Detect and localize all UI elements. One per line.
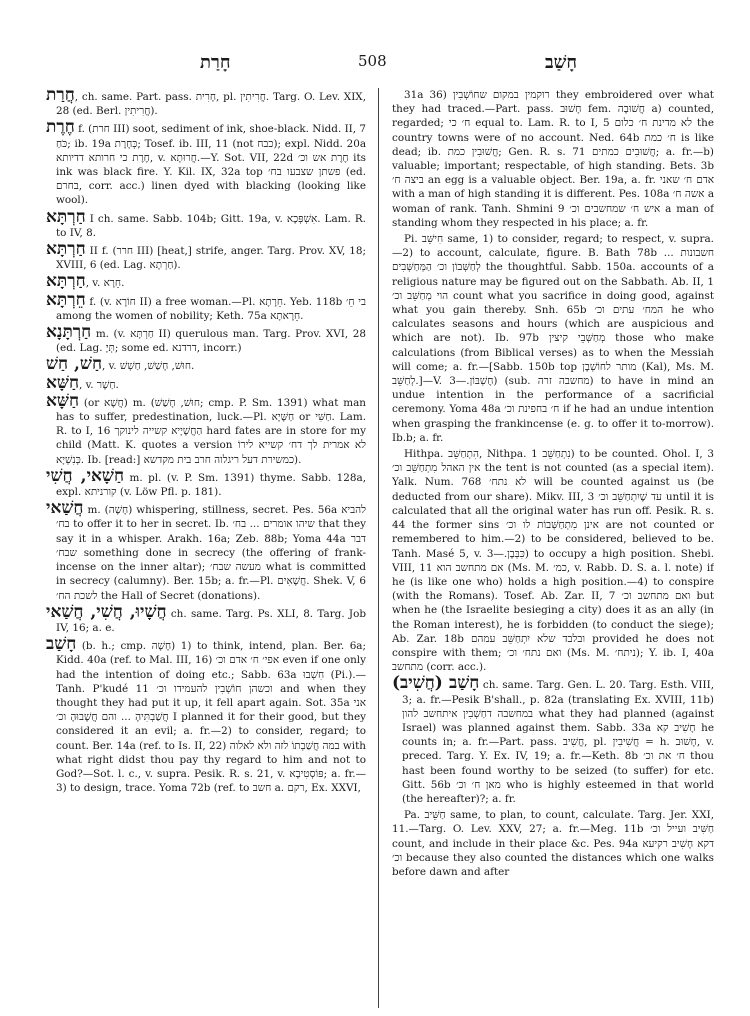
page-number: 508 [358, 52, 387, 70]
entry-text: I ch. same. Sabb. 104b; Gitt. 19a, v. אִשְׁפְּכָא. Lam. R. to IV, 8. [56, 212, 366, 239]
entry-text: II f. (חרר III) [heat,] strife, anger. Targ. Prov. XV, 18; XVIII, 6 (ed. Lag. חַרְתָא). [56, 245, 366, 272]
entry-headword: חַרְתָּנָא [46, 322, 92, 343]
entry-headword: חָשַׁב [46, 634, 77, 655]
entry-headword: חַשָׁאי, חֲשִׁי [46, 465, 125, 486]
dictionary-entry [46, 322, 366, 355]
dictionary-entry [46, 465, 366, 499]
dictionary-entry [46, 634, 366, 795]
dictionary-entry [392, 808, 714, 879]
entry-headword: חַרְתָּא [46, 206, 86, 227]
dictionary-entry [46, 390, 366, 467]
entry-headword: חֲשָׁיוּ, חֲשִׁי, חֲשַׁאי [46, 601, 167, 622]
entry-headword: חֵרְתָּא [46, 289, 86, 310]
dictionary-entry [392, 88, 714, 230]
entry-headword: חֶרֶת [46, 117, 75, 138]
entry-text: Hithpa. הִתְחַשֵּׁב, Nithpa. נִתְחַשֵּׁב 1) to be counted. Ohol. I, 3 אין האהל מִתְחַשֵּׁב וכ׳ the tent is not counted (as a special item). Yalk. Num. 768 לא נתח׳ will be counted against us (be deducted from our share). Mikv. III, 3 עד שֶׁיִתְחַשֵּׁב וכ׳ until it is calculated that all the original water has run off. Pesik. R. s. 44 the former sins אינן מִתְחַשְּׁבוֹת לו וכ׳ are not counted or remembered to him.—2) to be considered, believed to be. Tanh. Masé 5, v. כִּבְּבָן.—3) to occupy a high position. Shebi. VIII, 11 אם מתחשב הוא (Ms. M. כמ׳, v. Rabb. D. S. a. l. note) if he (is like one who) holds a high position.—4) to conspire (with the Romans). Tosef. Ab. Zar. II, 7 ואם מתחשב וכ׳ but when he (the Israelite besieging a city) does it as an ally (in the Roman interest), he is forbidden (to conduct the siege); Ab. Zar. 18b ובלבד שלא יִתְחַשֵּׁב עמהם provided he does not conspire with them; ואם נתח׳ וכ׳ (Ms. M. ניתח׳); Y. ib. I, 40a מתחשב (corr. acc.). [392, 448, 714, 674]
right-running-head: חָשַׁב [545, 52, 578, 73]
dictionary-entry [46, 239, 366, 272]
dictionary-entry [392, 673, 714, 806]
dictionary-entry [46, 289, 366, 323]
entry-text: Pa. חַשֵּׁיב same, to plan, to count, calculate. Targ. Jer. XXI, 11.—Targ. O. Lev. XXV, 27; a. fr.—Meg. 11b חַשִּׁיב ועייל וכ׳ count, and include in their place &c. Pes. 94a דקא חָשִׁיב רקיעא וכ׳ because they also counted the distances which one walks before dawn and after [392, 809, 714, 878]
entry-text: , v. חֵרָא. [85, 277, 125, 290]
dictionary-entry [46, 271, 366, 292]
entry-text: , ch. same. Part. pass. חָרִית, pl. חֲרִיתִין. Targ. O. Lev. XIX, 28 (ed. Berl. חֲרִיתִין). [56, 91, 366, 118]
entry-headword: חַשָּׁא [46, 372, 80, 393]
dictionary-entry [46, 372, 366, 393]
entry-text: m. (v. חַרְתָּא II) querulous man. Targ. Prov. XVI, 28 (ed. Lag. תְּיָ; some ed. דרדנא, incorr.) [56, 328, 366, 355]
dictionary-entry [46, 601, 366, 635]
running-header [0, 52, 750, 82]
entry-text: (or חֲשָׁא) m. (חוּשׁ, חָשַׁשׁ; cmp. P. Sm. 1391) what man has to suffer, predestination, luck.—Pl. חַשָּׁיָא or חַשִּׁי. Lam. R. to I, 16 הַחֲשָׁיָיא קשייה לינוקך hard fates are in store for my child (Matt. K. quotes a version לא אמרית לך דח׳ קשייא לירוֹ כְּנִשְׁיָא. Ib. [read:] כמשירת דעל ריגלוה חרב בית מקדשא). [56, 396, 366, 466]
entry-headword: חַשָּׁא [46, 390, 80, 411]
dictionary-entry [392, 447, 714, 674]
entry-text: m. (חָשָׁה) whispering, stillness, secret. Pes. 56a להביא בח׳ to offer it to her in secret. Ib. שיהו אומרים ... בח׳ that they say it in a whisper. Arakh. 16a; Zeb. 88b; Yoma 44a דבר שבח׳ something done in secrecy (the offering of frank-incense on the inner altar); מעשה שבח׳ what is committed in secrecy (calumny). Ber. 15b; a. fr.—Pl. חֲשָׁאִים. Shek. V, 6 לשכת הח׳ the Hall of Secret (donations). [56, 504, 366, 602]
left-running-head: חָרַת [200, 52, 231, 73]
entry-headword: חָשַׁב (חֲשִׁיב) [392, 673, 480, 694]
entry-text: m. pl. (v. P. Sm. 1391) thyme. Sabb. 128a, expl. קורניתא (v. Löw Pfl. p. 181). [56, 471, 366, 499]
entry-headword: חֲרַת [46, 88, 75, 105]
entry-headword: חֲשַׁאי [46, 498, 84, 519]
dictionary-entry [392, 232, 714, 445]
entry-text: ch. same. Targ. Gen. L. 20. Targ. Esth. VIII, 3; a. fr.—Pesik B'shall., p. 82a (translating Ex. XVIII, 11b) במחשבה דחַשְׁבִין איתחשב להון what they had planned (against Israel) was planned against them. Sabb. 33a חָשִׁיב קא he counts in; a. fr.—Part. pass. חֲשִׁיב, pl. חֲשִׁיבִין = h. חָשׁוּב, v. preced. Targ. Y. Ex. IV, 19; a. fr.—Keth. 8b ח׳ את וכ׳ thou hast been found worthy to be seized (to suffer) for etc. Gitt. 56b מאן ח׳ וכ׳ who is highly esteemed in that world (the hereafter)?; a. fr. [402, 679, 714, 805]
entry-text: (b. h.; cmp. חָשָׁה) 1) to think, intend, plan. Ber. 6a; Kidd. 40a (ref. to Mal. III, 16) אפי׳ ח׳ אדם וכ׳ even if one only had the intention of doing etc.; Sabb. 63a חִשְׁבוּ (Pi.).—Tanh. P'kudé 11 וכשהן חוֹשְׁבִין להעמידו וכ׳ and when they thought they had put it up, it fell apart again. Sot. 35a אני חֲשַׁבְתִּיהָ ... והם חֲשָׁבוּהָ וכ׳ I planned it for their good, but they considered it an evil; a. fr.—2) to consider, regard; to count. Ber. 14a (ref. to Is. II, 22) במה חֲשַׁבְתוֹ לזה ולא לאלוה with what right didst thou pay thy regard to him and not to God?—Sot. l. c., v. supra. Pesik. R. s. 21, v. פּוֹסְטִיבָא; a. fr.—3) to design, trace. Yoma 72b (ref. to חשב a. רקם, Ex. XXVI, [56, 640, 366, 795]
entry-text: , v. חוּשׁ, חָשַׁשׁ, חַשְׁשׁ. [102, 360, 195, 373]
entry-text: f. (חרת III) soot, sediment of ink, shoe-black. Nidd. II, 7 כֹּחַ; ib. 19a כְּחָרֶת; Tosef. ib. III, 11 (not כבח); expl. Nidd. 20a חֶרֶת כי חרותא דדיותא, v. חֲרוּתָא.—Y. Sot. VII, 22d חֶרֶת אש וכ׳ its ink was black fire. Y. Kil. IX, 32a top פשתן שצבעו בח׳ (ed. בחרם, corr. acc.) linen dyed with blacking (looking like wool). [56, 123, 366, 207]
entry-text: ch. same. Targ. Ps. XLI, 8. Targ. Job IV, 16; a. e. [56, 607, 366, 634]
entry-text: , v. חַשָׁר. [79, 378, 119, 391]
dictionary-entry [46, 88, 366, 118]
dictionary-entry [46, 206, 366, 240]
dictionary-entry [46, 117, 366, 207]
entry-headword: חַרְתָּא [46, 239, 86, 260]
entry-headword: חַרְתָּא [46, 271, 86, 292]
dictionary-entry [46, 354, 366, 375]
right-column [392, 88, 714, 1008]
entry-text: Pi. חִישֵּׁב same, 1) to consider, regard; to respect, v. supra.—2) to account, calculate, figure. B. Bath 78b חשבונות ... לְחַשְּׁבוֹן וכ׳ הַמְּחַשְּׁבִים the thoughtful. Sabb. 150a. accounts of a religious nature may be figured out on the Sabbath. Ab. II, 1 הוי מְחַשֵּׁב וכ׳ count what you sacrifice in doing good, against what you gain thereby. Snh. 65b המח׳ עתים וכ׳ he who calculates seasons and hours (which are auspicious and which are not). Ib. 97b מְחַשְּׁבֵי קיצין those who make calculations (from Biblical verses) as to when the Messiah will come; a. fr.—[Sabb. 150b top מותר לחוֹשְׁבָן (Kal), Ms. M. לְחַשֵּׁב.]—V. חֶשְׁבּוֹן.—3) (sub. מחשבה זרה) to have in mind an undue intention in the performance of a sacrificial ceremony. Yoma 48a ח׳ בחפינת וכ׳ if he had an undue intention when grasping the frankincense (e. g. to offer it to-morrow). Ib.b; a. fr. [392, 233, 714, 444]
entry-text: f. (v. חוֹרָא II) a free woman.—Pl. חֵרָתָא. Yeb. 118b בי חֵ׳ among the women of nobility; Keth. 75a חֵרָאתָא. [56, 295, 366, 322]
dictionary-entry [46, 498, 366, 602]
entry-text: 31a 36) רוקמין במקום שחוֹשְׁבִין they embroidered over what they had traced.—Part. pass. חָשׁוּב fem. חֲשׁוּבָה a) counted, regarded; ח׳ כי equal to. Lam. R. to I, 5 לא מדינת ח׳ כלום the country towns were of no account. Ned. 64b ח׳ כמת is like dead; ib. חֲשׁוּבִין כמת; Gen. R. s. 71 חֲשׁוּבִים כמתים; a. fr.—b) valuable; important; respectable, of high standing. Bets. 3b ביצה ח׳ an egg is a valuable object. Ber. 19a, a. fr. אדם ח׳ שאני with a man of high standing it is different. Pes. 108a אשה ח׳ a woman of rank. Tanh. Shmini 9 איש ח׳ שמחשבים וכ׳ a man of standing whom they respected in his place; a. fr. [392, 89, 714, 229]
left-column [46, 88, 366, 1008]
entry-headword: חַשׁ, חַשׁ [46, 354, 103, 375]
column-divider [378, 88, 379, 1008]
